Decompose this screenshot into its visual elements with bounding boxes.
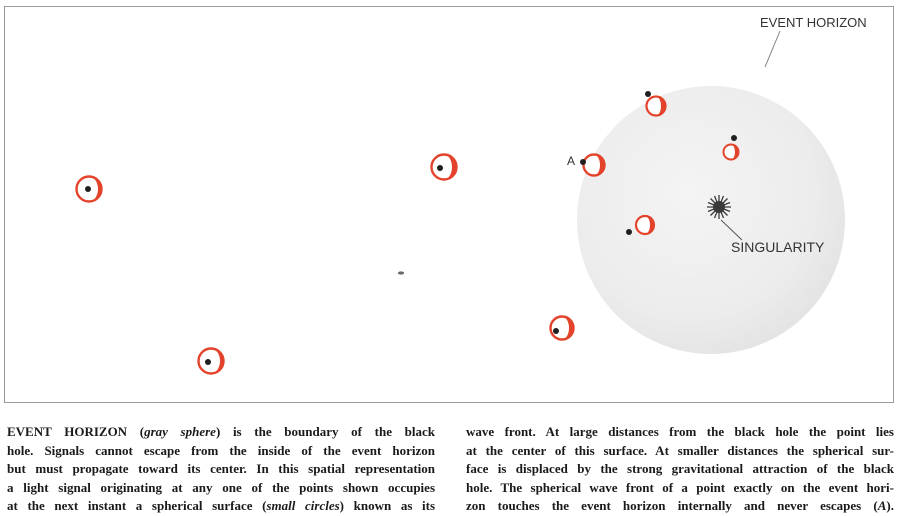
singularity-icon — [707, 195, 731, 219]
event-horizon-sphere — [577, 86, 845, 354]
wavefront-point-a — [567, 154, 605, 176]
point-a-label: A — [567, 154, 576, 168]
wavefront-p4 — [551, 317, 574, 340]
caption-left-column — [7, 423, 435, 516]
caption-line: a light signal originating at any one of the points shown occupies — [7, 479, 435, 495]
light-source-point — [731, 135, 737, 141]
singularity-label: SINGULARITY — [731, 239, 825, 255]
light-source-point — [626, 229, 632, 235]
caption-line: hole. The spherical wave front of a point exactly on the event hori- — [466, 479, 894, 495]
light-source-point — [85, 186, 91, 192]
light-source-point — [553, 328, 559, 334]
caption-line: EVENT HORIZON (gray sphere) is the boundary of the black — [7, 424, 435, 439]
figure-panel — [4, 6, 894, 403]
caption-line: at the center of this surface. At smaller distances the spherical sur- — [466, 442, 894, 458]
wavefront-p5 — [645, 91, 666, 116]
light-source-point — [580, 159, 586, 165]
distant-point — [398, 271, 404, 274]
caption-line: hole. Signals cannot escape from the inside of the event horizon — [7, 442, 435, 458]
light-source-point — [437, 165, 443, 171]
wavefront-p2 — [199, 349, 224, 374]
caption-right-column — [466, 423, 894, 516]
black-hole-diagram — [5, 7, 893, 402]
caption-line: face is displaced by the strong gravitational attraction of the black — [466, 461, 894, 477]
light-source-point — [645, 91, 651, 97]
wavefront-p3 — [432, 155, 457, 180]
caption-line: wave front. At large distances from the black hole the point lies — [466, 424, 894, 439]
wavefront-p1 — [77, 177, 102, 202]
caption-line: but must propagate toward its center. In this spatial representation — [7, 461, 435, 477]
light-source-point — [205, 359, 211, 365]
event-horizon-label: EVENT HORIZON — [760, 15, 867, 30]
caption-line: at the next instant a spherical surface (small circles) known as its — [7, 498, 436, 514]
caption-line: zon touches the event horizon internally and never escapes (A). — [466, 498, 894, 514]
event-horizon-leader — [765, 31, 780, 67]
